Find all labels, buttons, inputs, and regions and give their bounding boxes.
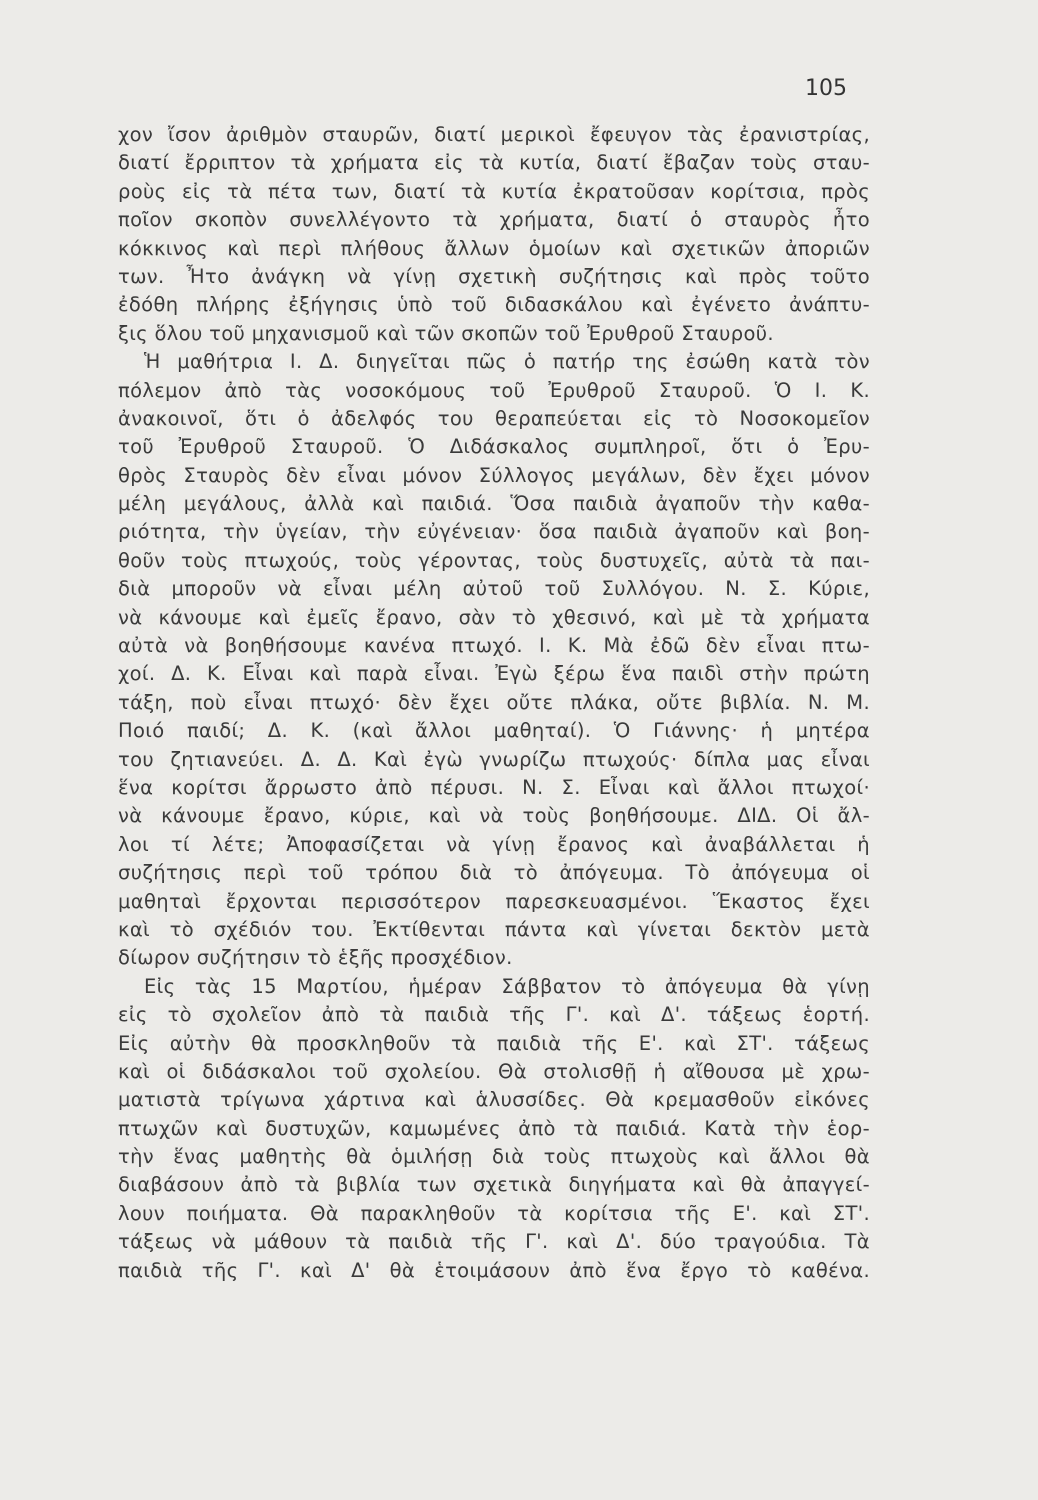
- text-line: ἀνακοινοῖ, ὅτι ὁ ἀδελφός του θεραπεύεται εἰς τὸ Νοσοκομεῖον: [118, 406, 870, 430]
- text-line: διαβάσουν ἀπὸ τὰ βιβλία των σχετικὰ διηγήματα καὶ θὰ ἀπαγγεί-: [118, 1173, 870, 1197]
- text-line: Εἰς τὰς 15 Μαρτίου, ἡμέραν Σάββατον τὸ ἀπόγευμα θὰ γίνῃ: [144, 974, 870, 998]
- text-line: μέλη μεγάλους, ἀλλὰ καὶ παιδιά. Ὅσα παιδιὰ ἀγαποῦν τὴν καθα-: [118, 492, 870, 516]
- text-line: αὐτὰ νὰ βοηθήσουμε κανένα πτωχό. Ι. Κ. Μὰ ἐδῶ δὲν εἶναι πτω-: [118, 634, 870, 658]
- page-number: 105: [805, 76, 847, 101]
- text-line: διατί ἔρριπτον τὰ χρήματα εἰς τὰ κυτία, διατί ἔβαζαν τοὺς σταυ-: [118, 151, 870, 175]
- text-line: ξις ὅλου τοῦ μηχανισμοῦ καὶ τῶν σκοπῶν τοῦ Ἐρυθροῦ Σταυροῦ.: [118, 321, 774, 345]
- text-line: λουν ποιήματα. Θὰ παρακληθοῦν τὰ κορίτσια τῆς Ε'. καὶ ΣΤ'.: [118, 1201, 870, 1225]
- text-line: τάξη, ποὺ εἶναι πτωχό· δὲν ἔχει οὔτε πλάκα, οὔτε βιβλία. Ν. Μ.: [118, 690, 870, 714]
- text-line: πτωχῶν καὶ δυστυχῶν, καμωμένες ἀπὸ τὰ παιδιά. Κατὰ τὴν ἑορ-: [118, 1116, 870, 1140]
- text-line: νὰ κάνουμε καὶ ἐμεῖς ἔρανο, σὰν τὸ χθεσινό, καὶ μὲ τὰ χρήματα: [118, 605, 870, 629]
- text-line: καὶ οἱ διδάσκαλοι τοῦ σχολείου. Θὰ στολισθῇ ἡ αἴθουσα μὲ χρω-: [118, 1059, 870, 1083]
- text-line: χον ἴσον ἀριθμὸν σταυρῶν, διατί μερικοὶ ἔφευγον τὰς ἐρανιστρίας,: [118, 123, 870, 146]
- text-line: χοί. Δ. Κ. Εἶναι καὶ παρὰ εἶναι. Ἐγὼ ξέρω ἕνα παιδὶ στὴν πρώτη: [118, 662, 870, 686]
- text-line: τοῦ Ἐρυθροῦ Σταυροῦ. Ὁ Διδάσκαλος συμπληροῖ, ὅτι ὁ Ἐρυ-: [118, 435, 870, 459]
- text-line: ριότητα, τὴν ὑγείαν, τὴν εὐγένειαν· ὅσα παιδιὰ ἀγαποῦν καὶ βοη-: [118, 520, 870, 544]
- text-line: ποῖον σκοπὸν συνελλέγοντο τὰ χρήματα, διατί ὁ σταυρὸς ἦτο: [118, 208, 870, 232]
- text-line: νὰ κάνουμε ἔρανο, κύριε, καὶ νὰ τοὺς βοηθήσουμε. ΔΙΔ. Οἱ ἄλ-: [118, 804, 870, 828]
- text-line: θοῦν τοὺς πτωχούς, τοὺς γέροντας, τοὺς δυστυχεῖς, αὐτὰ τὰ παι-: [118, 548, 870, 572]
- text-line: καὶ τὸ σχέδιόν του. Ἐκτίθενται πάντα καὶ γίνεται δεκτὸν μετὰ: [118, 917, 870, 941]
- text-line: πόλεμον ἀπὸ τὰς νοσοκόμους τοῦ Ἐρυθροῦ Σταυροῦ. Ὁ Ι. Κ.: [118, 378, 870, 402]
- text-line: Ποιό παιδί; Δ. Κ. (καὶ ἄλλοι μαθηταί). Ὁ Γιάννης· ἡ μητέρα: [118, 719, 870, 743]
- text-line: λοι τί λέτε; Ἀποφασίζεται νὰ γίνῃ ἔρανος καὶ ἀναβάλλεται ἡ: [118, 832, 870, 856]
- text-line: τάξεως νὰ μάθουν τὰ παιδιὰ τῆς Γ'. καὶ Δ'. δύο τραγούδια. Τὰ: [118, 1230, 870, 1254]
- text-line: δίωρον συζήτησιν τὸ ἑξῆς προσχέδιον.: [118, 946, 513, 970]
- text-line: Ἡ μαθήτρια Ι. Δ. διηγεῖται πῶς ὁ πατήρ της ἐσώθη κατὰ τὸν: [144, 350, 870, 374]
- text-line: του ζητιανεύει. Δ. Δ. Καὶ ἐγὼ γνωρίζω πτωχούς· δίπλα μας εἶναι: [118, 747, 870, 771]
- text-line: ἐδόθη πλήρης ἐξήγησις ὑπὸ τοῦ διδασκάλου καὶ ἐγένετο ἀνάπτυ-: [118, 293, 870, 317]
- text-line: ροὺς εἰς τὰ πέτα των, διατί τὰ κυτία ἐκρατοῦσαν κορίτσια, πρὸς: [118, 179, 870, 203]
- text-line: εἰς τὸ σχολεῖον ἀπὸ τὰ παιδιὰ τῆς Γ'. καὶ Δ'. τάξεως ἑορτή.: [118, 1003, 870, 1027]
- text-line: παιδιὰ τῆς Γ'. καὶ Δ' θὰ ἑτοιμάσουν ἀπὸ ἕνα ἔργο τὸ καθένα.: [118, 1258, 870, 1282]
- text-line: διὰ μποροῦν νὰ εἶναι μέλη αὐτοῦ τοῦ Συλλόγου. Ν. Σ. Κύριε,: [118, 577, 870, 601]
- body-text: [118, 121, 870, 1285]
- text-line: θρὸς Σταυρὸς δὲν εἶναι μόνον Σύλλογος μεγάλων, δὲν ἔχει μόνον: [118, 463, 870, 487]
- text-line: ματιστὰ τρίγωνα χάρτινα καὶ ἁλυσσίδες. Θὰ κρεμασθοῦν εἰκόνες: [118, 1088, 870, 1112]
- text-line: συζήτησις περὶ τοῦ τρόπου διὰ τὸ ἀπόγευμα. Τὸ ἀπόγευμα οἱ: [118, 861, 870, 885]
- text-line: Εἰς αὐτὴν θὰ προσκληθοῦν τὰ παιδιὰ τῆς Ε'. καὶ ΣΤ'. τάξεως: [118, 1031, 870, 1055]
- text-line: μαθηταὶ ἔρχονται περισσότερον παρεσκευασμένοι. Ἕκαστος ἔχει: [118, 889, 870, 913]
- text-line: τὴν ἕνας μαθητὴς θὰ ὁμιλήσῃ διὰ τοὺς πτωχοὺς καὶ ἄλλοι θὰ: [118, 1145, 870, 1169]
- text-line: κόκκινος καὶ περὶ πλήθους ἄλλων ὁμοίων καὶ σχετικῶν ἀποριῶν: [118, 236, 870, 260]
- text-line: των. Ἦτο ἀνάγκη νὰ γίνῃ σχετικὴ συζήτησις καὶ πρὸς τοῦτο: [118, 264, 870, 288]
- text-line: ἕνα κορίτσι ἄρρωστο ἀπὸ πέρυσι. Ν. Σ. Εἶναι καὶ ἄλλοι πτωχοί·: [118, 775, 870, 799]
